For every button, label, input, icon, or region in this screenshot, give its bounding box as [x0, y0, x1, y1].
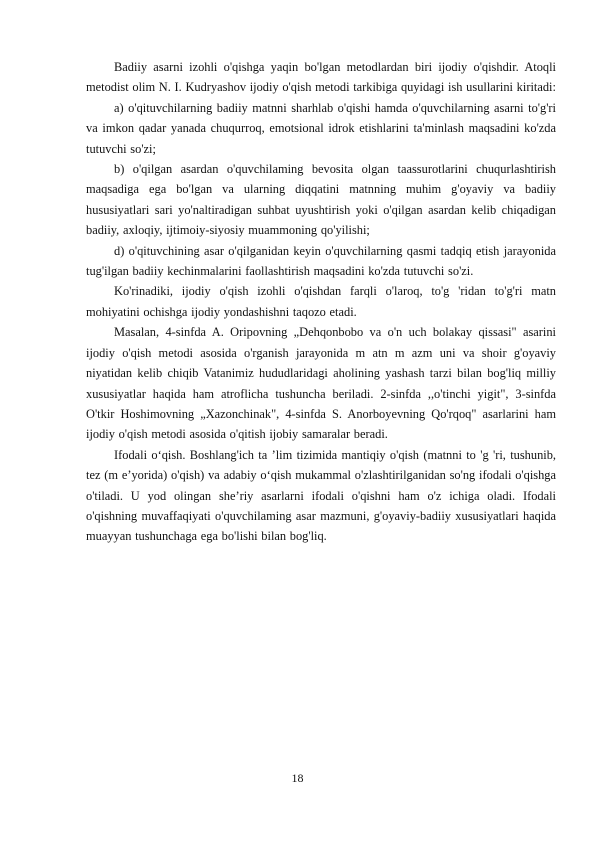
paragraph-example: Masalan, 4-sinfda A. Oripovning „Dehqonbobo va o'n uch bolakay qissasi" asarini ijodiy o'qish metodi asosida o'rganish jarayonida m atn m azm uni va shoir g'oyaviy niyatidan kelib chiqib Vatanimiz hududlaridagi aholining yashash tarzi bilan bog'liq milliy xususiyatlar haqida ham atroflicha tushuncha beriladi. 2-sinfda ,,o'tinchi yigit", 3-sinfda O'tkir Hoshimovning „Xazonchinak", 4-sinfda S. Anorboyevning Qo'rqoq" asarlarini ham ijodiy o'qish metodi asosida o'qitish ijobiy samaralar beradi.: [86, 325, 556, 442]
paragraph-item-a: a) o'qituvchilarning badiiy matnni sharhlab o'qishi hamda o'quvchilarning asarni to'g'ri va imkon qadar yanada chuqurroq, emotsional idrok etishlarini ta'minlash maqsadini ko'zda tutuvchi so'zi;: [86, 100, 556, 156]
paragraph-intro: Badiiy asarni izohli o'qishga yaqin bo'lgan metodlardan biri ijodiy o'qishdir. Atoqli metodist olim N. I. Kudryashov ijodiy o'qish metodi tarkibiga quyidagi ish usullarini kiritadi:: [86, 60, 556, 95]
page-number: 18: [291, 771, 304, 785]
paragraph-item-b: b) o'qilgan asardan o'quvchilaming bevosita olgan taassurotlarini chuqurlashtirish maqsadiga ega bo'lgan va ularning diqqatini matnning muhim g'oyaviy va badiiy hususiyatlari sari yo'naltiradigan suhbat uyushtirish yoki o'qilgan asardan kelib chiqadigan badiiy, axloqiy, ijtimoiy-siyosiy muammoning qo'yilishi;: [86, 162, 556, 238]
paragraph-expressive-reading: Ifodali o‘qish. Boshlang'ich ta ’lim tizimida mantiqiy o'qish (matnni to 'g 'ri, tushunib, tez (m e’yorida) o'qish) va adabiy o‘qish mukammal o'zlashtirilganidan so'ng ifodali o'qishga o'tiladi. U yod olingan she’riy asarlarni ifodali o'qishni ham o'z ichiga oladi. Ifodali o'qishning muvaffaqiyati o'quvchilaming asar mazmuni, g'oyaviy-badiiy xususiyatlari haqida muayyan tushunchaga ega bo'lishi bilan bog'liq.: [86, 447, 556, 544]
document-body: [86, 57, 556, 547]
paragraph-conclusion: Ko'rinadiki, ijodiy o'qish izohli o'qishdan farqli o'laroq, to'g 'ridan to'g'ri matn mohiyatini ochishga ijodiy yondashishni taqozo etadi.: [86, 284, 556, 319]
paragraph-item-d: d) o'qituvchining asar o'qilganidan keyin o'quvchilarning qasmi tadqiq etish jarayonida tug'ilgan badiiy kechinmalarini faollashtirish maqsadini ko'zda tutuvchi so'zi.: [86, 243, 556, 279]
